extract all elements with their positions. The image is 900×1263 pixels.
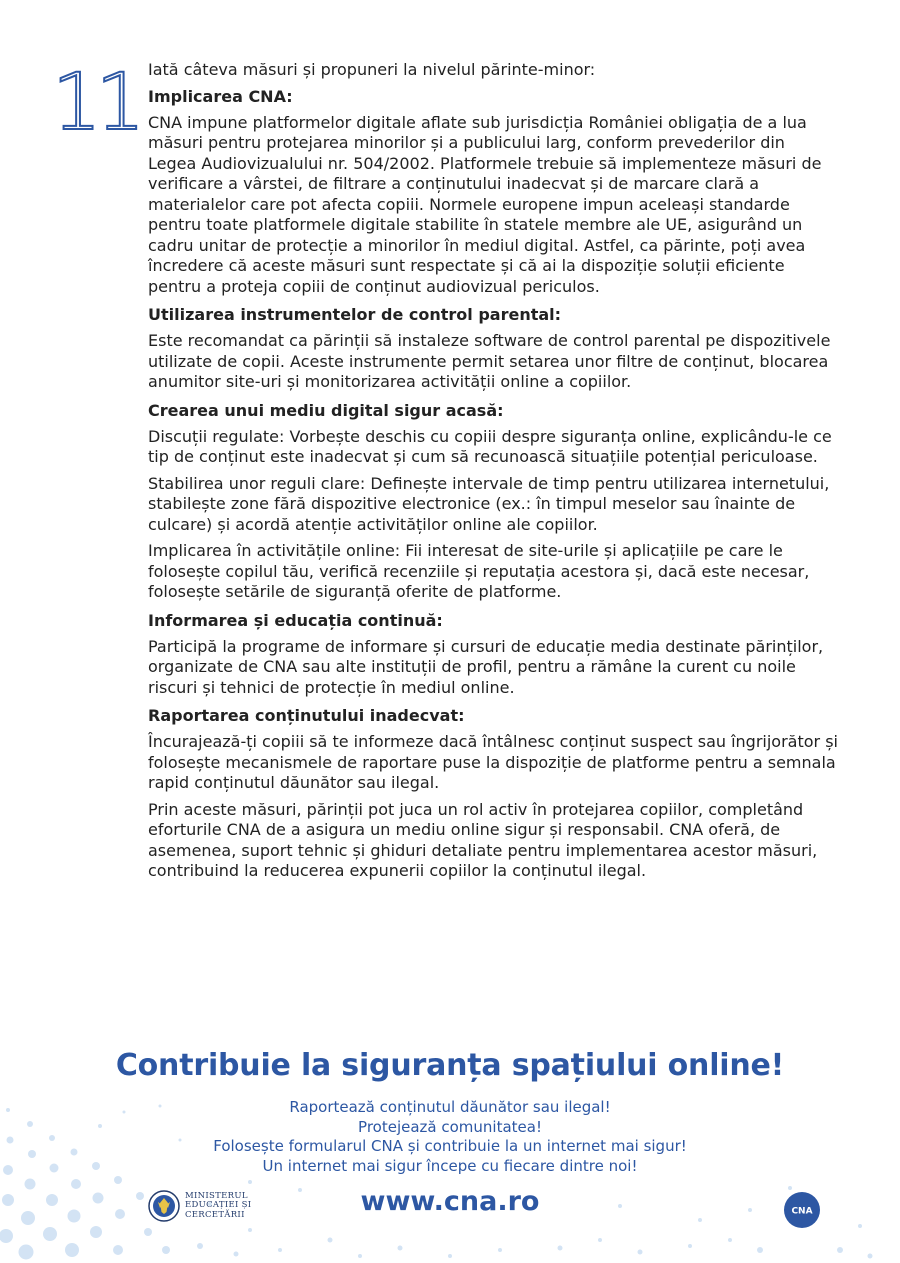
- section-heading-reporting: Raportarea conținutului inadecvat:: [148, 706, 465, 725]
- cta-line: Protejează comunitatea!: [358, 1117, 542, 1136]
- page-number: 11: [52, 58, 140, 148]
- main-content: [148, 60, 838, 888]
- cta-line: Folosește formularul CNA și contribuie la un internet mai sigur!: [213, 1137, 687, 1155]
- section-paragraph: Este recomandat ca părinții să instaleze software de control parental pe dispozitivele utilizate de copii. Aceste instrumente permit setarea unor filtre de conținut, blocarea anumitor site-uri și monitorizarea activității online a copiilor.: [148, 331, 831, 391]
- ministry-name: MINISTERUL EDUCAȚIEI ȘI CERCETĂRII: [185, 1190, 252, 1220]
- intro-text: Iată câteva măsuri și propuneri la nivelul părinte-minor:: [148, 60, 596, 79]
- website-link[interactable]: www.cna.ro: [360, 1186, 540, 1217]
- svg-text:CNA: CNA: [791, 1206, 813, 1217]
- section-paragraph: CNA impune platformelor digitale aflate sub jurisdicția României obligația de a lua măsuri pentru protejarea minorilor și a publicului larg, conform prevederilor din Legea Audiovizualului nr. 504/2002. Platformele trebuie să implementeze măsuri de verificare a vârstei, de filtrare a conținutului inadecvat și de marcare clară a materialelor care pot afecta copiii. Normele europene impun aceleași standarde pentru toate platformele digitale stabilite în statele membre ale UE, asigurând un cadru unitar de protecție a minorilor în mediul digital. Astfel, ca părinte, poți avea încredere că aceste măsuri sunt respectate și că ai la dispoziție soluții eficiente pentru a proteja copiii de conținut audiovizual periculos.: [148, 112, 822, 296]
- section-paragraph: Participă la programe de informare și cursuri de educație media destinate părinților, organizate de CNA sau alte instituții de profil, pentru a rămâne la curent cu noile riscuri și tehnici de protecție în mediul online.: [148, 636, 824, 697]
- section-paragraph: Stabilirea unor reguli clare: Definește intervale de timp pentru utilizarea internetului, stabilește zone fără dispozitive electronice (ex.: în timpul meselor sau înainte de culcare) și acordă atenție activităților online ale copiilor.: [148, 473, 830, 534]
- cna-logo-icon: [784, 1192, 820, 1228]
- section-heading-parental-control: Utilizarea instrumentelor de control parental:: [148, 305, 562, 324]
- cta-title: Contribuie la siguranța spațiului online!: [115, 1048, 785, 1083]
- section-heading-safe-environment: Crearea unui mediu digital sigur acasă:: [148, 400, 504, 420]
- section-heading-education: Informarea și educația continuă:: [148, 610, 443, 630]
- section-heading-cna: Implicarea CNA:: [148, 86, 293, 106]
- cta-line: Un internet mai sigur începe cu fiecare dintre noi!: [262, 1156, 638, 1175]
- section-paragraph: Discuții regulate: Vorbește deschis cu copiii despre siguranța online, explicându-le ce tip de conținut este inadecvat și cum să recunoască situațiile potențial periculoase.: [148, 426, 832, 466]
- section-paragraph: Încurajează-ți copiii să te informeze dacă întâlnesc conținut suspect sau îngrijorător și folosește mecanismele de raportare puse la dispoziție de platforme pentru a semnala rapid conținutul dăunător sau ilegal.: [148, 732, 838, 792]
- section-paragraph: Prin aceste măsuri, părinții pot juca un rol activ în protejarea copiilor, completând eforturile CNA de a asigura un mediu online sigur și responsabil. CNA oferă, de asemenea, suport tehnic și ghiduri detaliate pentru implementarea acestor măsuri, contribuind la reducerea expunerii copiilor la conținutul ilegal.: [148, 799, 818, 880]
- cta-line: Raportează conținutul dăunător sau ilegal!: [289, 1098, 611, 1116]
- section-paragraph: Implicarea în activitățile online: Fii interesat de site-urile și aplicațiile pe care le folosește copilul tău, verifică recenziile și reputația acestora și, dacă este necesar, folosește setările de siguranță oferite de platforme.: [148, 541, 810, 601]
- cta-lines: [0, 1098, 900, 1176]
